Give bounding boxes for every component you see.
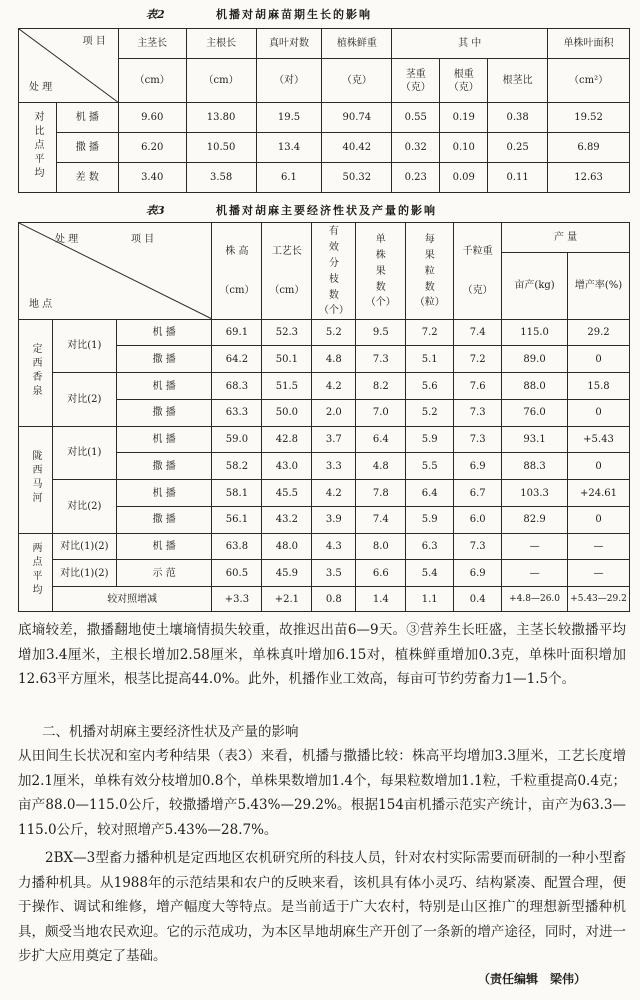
table2-cell: 0.38 <box>488 103 548 133</box>
table2-col-3: 植株鲜重 <box>322 29 392 59</box>
table2-col-1: 主根长 <box>186 29 256 59</box>
table3-place-longxi: 陇西马河 <box>19 426 53 533</box>
table2-cell: 90.74 <box>322 103 392 133</box>
table3-cell: 3.3 <box>312 453 356 480</box>
table2-cell: 0.10 <box>440 133 488 163</box>
table2-cell: 0.11 <box>488 163 548 193</box>
table3-cell: 7.3 <box>356 346 406 373</box>
table3-cell: 58.1 <box>212 480 262 507</box>
table2-cell: 50.32 <box>322 163 392 193</box>
table3-cell: 7.4 <box>454 319 502 346</box>
table3-cell: 3.5 <box>312 560 356 587</box>
table3-cell: 8.2 <box>356 373 406 400</box>
table3-cell: +2.1 <box>262 587 312 612</box>
table3-cell: 63.3 <box>212 399 262 426</box>
table3-row-label: 撒 播 <box>116 399 212 426</box>
table3-cell: 29.2 <box>568 319 630 346</box>
table3-corner-proc: 处 理 <box>55 234 79 245</box>
section-heading: 二、机播对胡麻主要经济性状及产量的影响 <box>42 724 299 740</box>
table3-row-label: 机 播 <box>116 426 212 453</box>
body-paragraph-1: 底墒较差，撒播翻地使土壤墒情损失较重，故推迟出苗6—9天。③营养生长旺盛，主茎长较撒播平均增加3.4厘米，主根长增加2.58厘米，单株真叶增加6.15对，植株鲜重增加0.3克，单株叶面积增加12.63平方厘米，根茎比提高44.0%。此外，机播作业工效高，每亩可节约劳畜力1—1.5个。 <box>18 622 626 687</box>
table3-place-avg: 两点平均 <box>19 533 53 611</box>
table3-cell: 0 <box>568 453 630 480</box>
table3-cell: 2.0 <box>312 399 356 426</box>
table3-cell: 4.3 <box>312 533 356 560</box>
table3-cmp: 对比(2) <box>52 373 116 427</box>
table2-corner-item: 项 目 <box>82 36 106 47</box>
table3-cell: 6.3 <box>406 533 454 560</box>
table3-row-label: 撒 播 <box>116 346 212 373</box>
table2-cell: 0.09 <box>440 163 488 193</box>
table3-cell: 51.5 <box>262 373 312 400</box>
table3-cell: 6.4 <box>356 426 406 453</box>
table3-cell: 0.4 <box>454 587 502 612</box>
table3-cell: 1.1 <box>406 587 454 612</box>
table3-yield-header: 产 量 <box>502 223 630 253</box>
table3-row-label: 示 范 <box>116 560 212 587</box>
table3-cell: 5.4 <box>406 560 454 587</box>
table2-unit-3: （克） <box>322 59 392 103</box>
table3-row-label: 撒 播 <box>116 506 212 533</box>
table3-row-label: 机 播 <box>116 373 212 400</box>
table3-cell: 4.8 <box>312 346 356 373</box>
table3-cell: +4.8—26.0 <box>502 587 568 612</box>
table3-cell: 7.3 <box>454 533 502 560</box>
table2-unit-0: （cm） <box>118 59 186 103</box>
table3-cell: 5.2 <box>312 319 356 346</box>
table2-cell: 0.25 <box>488 133 548 163</box>
table3-title: 机播对胡麻主要经济性状及产量的影响 <box>216 204 437 217</box>
table3-row-label: 机 播 <box>116 533 212 560</box>
table3-cell: 3.7 <box>312 426 356 453</box>
table2-row-label: 差 数 <box>56 163 118 193</box>
table2-cell: 19.5 <box>256 103 322 133</box>
table3-cell: — <box>568 560 630 587</box>
table3-cell: 64.2 <box>212 346 262 373</box>
table3-cell: 60.5 <box>212 560 262 587</box>
table2-cell: 9.60 <box>118 103 186 133</box>
table3-cell: 7.0 <box>356 399 406 426</box>
table2-cell: 3.40 <box>118 163 186 193</box>
table2-cell: 10.50 <box>186 133 256 163</box>
table3-place-dingxi: 定西香泉 <box>19 319 53 426</box>
table3-cell: 4.2 <box>312 480 356 507</box>
table3-cell: 7.3 <box>454 426 502 453</box>
table3-cell: 0.8 <box>312 587 356 612</box>
table2-cell: 3.58 <box>186 163 256 193</box>
table3-cell: 59.0 <box>212 426 262 453</box>
table3-cell: 45.5 <box>262 480 312 507</box>
table3-cell: 50.0 <box>262 399 312 426</box>
table3-cell: 7.8 <box>356 480 406 507</box>
table3-cell: 93.1 <box>502 426 568 453</box>
table3-cmp: 对比(1)(2) <box>52 560 116 587</box>
table3-cell: 5.9 <box>406 426 454 453</box>
body-paragraph-3: 2BX—3型畜力播种机是定西地区农机研究所的科技人员，针对农村实际需要而研制的一种小型畜力播种机具。从1988年的示范结果和农户的反映来看，该机具有体小灵巧、结构紧凑、配置合理，便于操作、调试和维修，增产幅度大等特点。是当前适于广大农村，特别是山区推广的理想新型播种机具，颇受当地农民欢迎。它的示范成功，为本区旱地胡麻生产开创了一条新的增产途径，同时，对进一步扩大应用奠定了基础。 <box>18 850 626 964</box>
table3-cell: 4.8 <box>356 453 406 480</box>
table3-cell: 42.8 <box>262 426 312 453</box>
table3-cell: 6.7 <box>454 480 502 507</box>
table3-cell: 3.9 <box>312 506 356 533</box>
table3-cell: 0 <box>568 346 630 373</box>
table2-cell: 0.32 <box>392 133 440 163</box>
table2-col-2: 真叶对数 <box>256 29 322 59</box>
table3-cmp: 对比(1) <box>52 319 116 373</box>
table3-cell: 63.8 <box>212 533 262 560</box>
table2-cell: 13.80 <box>186 103 256 133</box>
table3-col-0: 株 高 （cm） <box>212 223 262 320</box>
table2-side-label: 对比点平均 <box>19 103 57 193</box>
table2-number: 表2 <box>146 8 165 21</box>
table2-cell: 40.42 <box>322 133 392 163</box>
table2-cell: 0.19 <box>440 103 488 133</box>
table3-cmp: 对比(1) <box>52 426 116 480</box>
table3-cell: 76.0 <box>502 399 568 426</box>
table3-cell: 48.0 <box>262 533 312 560</box>
table2-cell: 6.1 <box>256 163 322 193</box>
table3-cell: 0 <box>568 506 630 533</box>
table3-row-label: 机 播 <box>116 480 212 507</box>
table3-cell: 82.9 <box>502 506 568 533</box>
table3-yield-sub-1: 增产率(%) <box>568 253 630 320</box>
table3-cell: 103.3 <box>502 480 568 507</box>
table3-cell: 6.9 <box>454 560 502 587</box>
table3-cell: +24.61 <box>568 480 630 507</box>
table3-cell: +5.43 <box>568 426 630 453</box>
table3-number: 表3 <box>146 204 165 217</box>
table3-col-5: 千粒重 （克） <box>454 223 502 320</box>
table3-cell: 7.2 <box>406 319 454 346</box>
table3-cell: 5.2 <box>406 399 454 426</box>
table2-cell: 13.4 <box>256 133 322 163</box>
table3-corner-place: 地 点 <box>29 298 53 310</box>
table2-cell: 0.23 <box>392 163 440 193</box>
table2-sub-0: 茎重（克） <box>392 59 440 103</box>
table3-cell: 43.0 <box>262 453 312 480</box>
table3-cell: — <box>502 533 568 560</box>
table2-sub-1: 根重（克） <box>440 59 488 103</box>
table3-col-1: 工艺长 （cm） <box>262 223 312 320</box>
table3 <box>18 222 630 612</box>
table2-row-label: 撒 播 <box>56 133 118 163</box>
table3-cell: 56.1 <box>212 506 262 533</box>
table2-unit-2: （对） <box>256 59 322 103</box>
table3-cell: 1.4 <box>356 587 406 612</box>
table3-cell: 6.9 <box>454 453 502 480</box>
table3-row-label: 机 播 <box>116 319 212 346</box>
table3-cell: 15.8 <box>568 373 630 400</box>
table3-cell: 0 <box>568 399 630 426</box>
table3-cell: 7.6 <box>454 373 502 400</box>
table3-cell: 5.5 <box>406 453 454 480</box>
table3-cell: +3.3 <box>212 587 262 612</box>
table2-leaf-area: 单株叶面积 <box>548 29 630 59</box>
table3-cell: — <box>502 560 568 587</box>
table3-cell: 4.2 <box>312 373 356 400</box>
table2-col-0: 主茎长 <box>118 29 186 59</box>
table3-cell: 5.6 <box>406 373 454 400</box>
table2-cell: 6.20 <box>118 133 186 163</box>
table3-cell: 7.2 <box>454 346 502 373</box>
table3-cell: 45.9 <box>262 560 312 587</box>
table3-cell: 68.3 <box>212 373 262 400</box>
table3-cmp: 对比(2) <box>52 480 116 534</box>
table2-cell: 12.63 <box>548 163 630 193</box>
table3-cell: 5.9 <box>406 506 454 533</box>
table3-cmp: 对比(1)(2) <box>52 533 116 560</box>
table3-row-label: 撒 播 <box>116 453 212 480</box>
table3-corner <box>19 223 212 320</box>
table3-cell: — <box>568 533 630 560</box>
table3-cell: 5.1 <box>406 346 454 373</box>
table2-title: 机播对胡麻苗期生长的影响 <box>216 8 372 21</box>
table3-cell: 52.3 <box>262 319 312 346</box>
table2-unit-1: （cm） <box>186 59 256 103</box>
table3-cell: 50.1 <box>262 346 312 373</box>
table3-cell: 6.6 <box>356 560 406 587</box>
body-paragraph-2: 从田间生长状况和室内考种结果（表3）来看，机播与撒播比较：株高平均增加3.3厘米，工艺长度增加2.1厘米，单株有效分枝增加0.8个，单株果数增加1.4个，每果粒数增加1.1粒，千粒重提高0.4克；亩产88.0—115.0公斤，较撒播增产5.43%—29.2%。根据154亩机播示范实产统计，亩产为63.3—115.0公斤，较对照增产5.43%—28.7%。 <box>18 748 626 838</box>
table3-cell: 58.2 <box>212 453 262 480</box>
table2 <box>18 28 630 193</box>
table3-cell: 7.4 <box>356 506 406 533</box>
table3-cell: +5.43—29.2 <box>568 587 630 612</box>
table2-corner <box>19 29 119 103</box>
table3-col-2: 有效分枝数 （个） <box>312 223 356 320</box>
table3-cell: 6.0 <box>454 506 502 533</box>
table3-col-4: 每果粒数 （粒） <box>406 223 454 320</box>
table3-yield-sub-0: 亩产(kg) <box>502 253 568 320</box>
table3-cell: 9.5 <box>356 319 406 346</box>
table2-leaf-unit: （cm²） <box>548 59 630 103</box>
table3-cell: 6.4 <box>406 480 454 507</box>
editor-credit: （责任编辑 梁伟） <box>478 972 587 986</box>
table3-col-3: 单株果数 （个） <box>356 223 406 320</box>
table3-corner-item: 项 目 <box>131 234 155 245</box>
table3-cell: 8.0 <box>356 533 406 560</box>
table2-row-label: 机 播 <box>56 103 118 133</box>
table2-corner-proc: 处 理 <box>29 82 53 93</box>
table3-cell: 7.3 <box>454 399 502 426</box>
table2-cell: 19.52 <box>548 103 630 133</box>
table3-cell: 69.1 <box>212 319 262 346</box>
table2-cell: 6.89 <box>548 133 630 163</box>
table2-cell: 0.55 <box>392 103 440 133</box>
table2-group-header: 其 中 <box>392 29 548 59</box>
table3-cell: 43.2 <box>262 506 312 533</box>
table2-sub-2: 根茎比 <box>488 59 548 103</box>
table3-cell: 88.3 <box>502 453 568 480</box>
table3-cell: 89.0 <box>502 346 568 373</box>
table3-cell: 115.0 <box>502 319 568 346</box>
table3-cell: 88.0 <box>502 373 568 400</box>
table3-compare-label: 较对照增减 <box>52 587 212 612</box>
